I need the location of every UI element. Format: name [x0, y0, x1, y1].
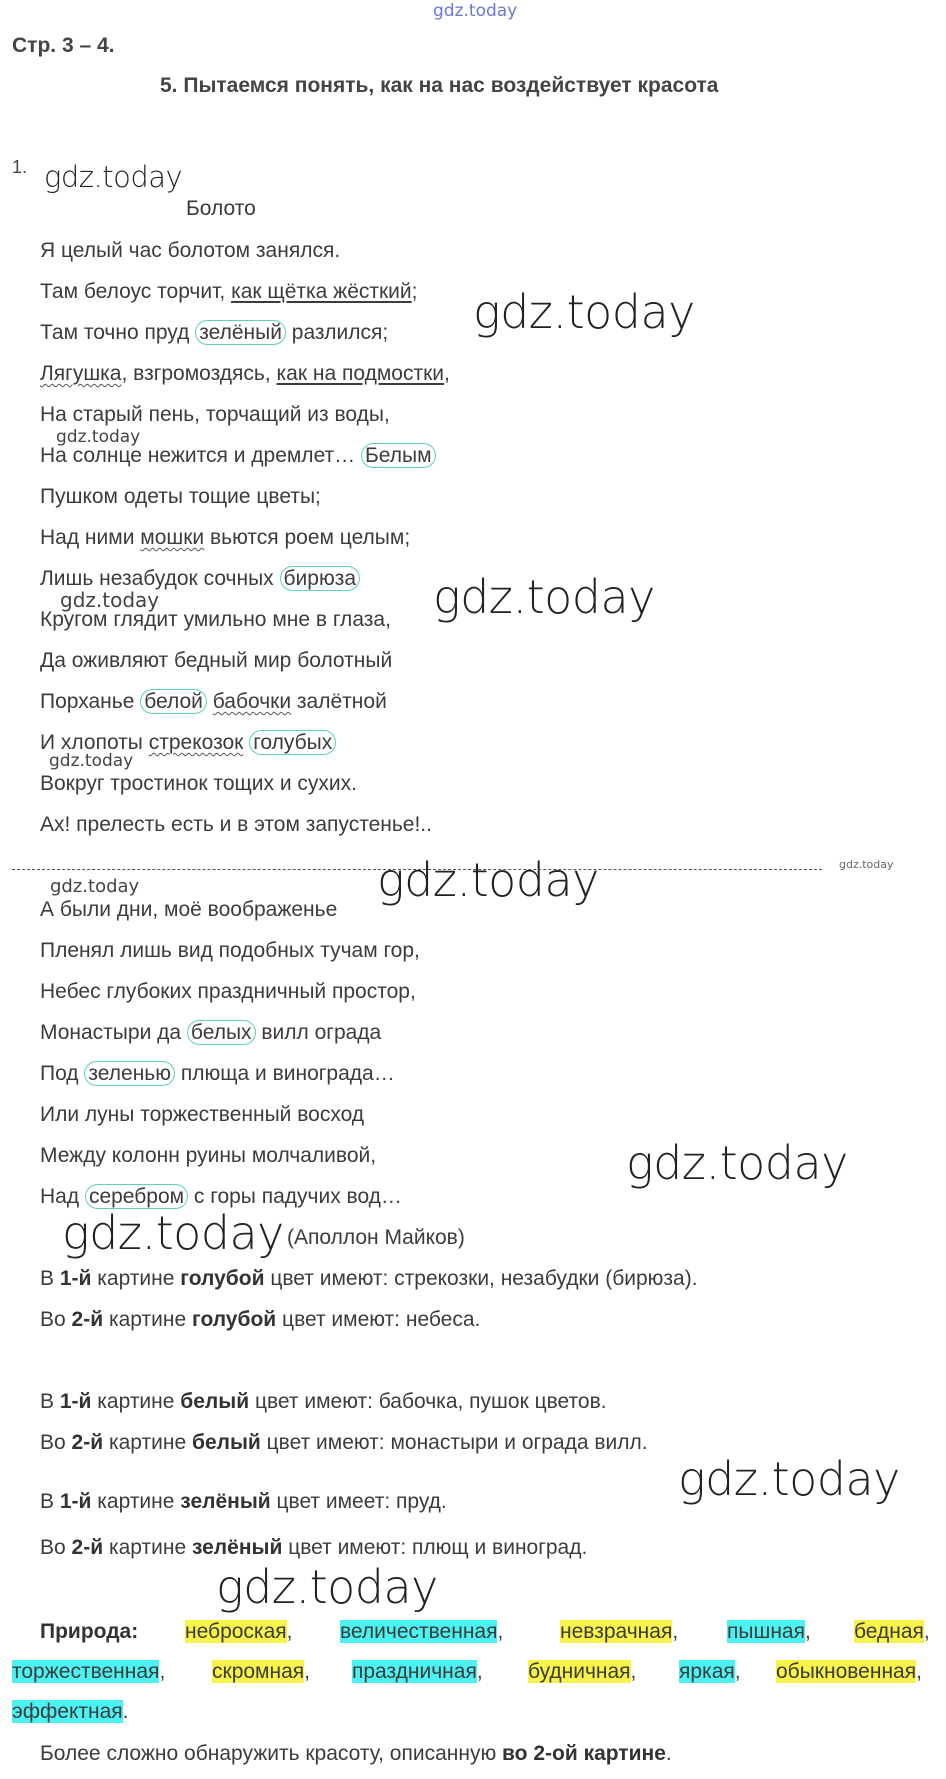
- poem-line: Между колонн руины молчаливой,: [40, 1144, 377, 1167]
- poem-line: Лишь незабудок сочных бирюза: [40, 567, 360, 591]
- watermark-large: gdz.today: [44, 160, 183, 194]
- poem-line: И хлопоты стрекозок голубых: [40, 731, 336, 755]
- summary-line: Во 2-й картине зелёный цвет имеют: плющ и виноград.: [40, 1536, 588, 1559]
- nature-word: обыкновенная,: [776, 1660, 922, 1683]
- summary-line: В 1-й картине белый цвет имеют: бабочка, пушок цветов.: [40, 1390, 607, 1413]
- nature-word: будничная,: [528, 1660, 637, 1683]
- watermark-large: gdz.today: [433, 570, 655, 624]
- watermark-small: gdz.today: [839, 858, 894, 871]
- poem-line: Пленял лишь вид подобных тучам гор,: [40, 939, 420, 962]
- poem-line: Ах! прелесть есть и в этом запустенье!..: [40, 813, 432, 836]
- watermark-small: gdz.today: [60, 588, 160, 612]
- summary-line: В 1-й картине голубой цвет имеют: стрекозки, незабудки (бирюза).: [40, 1267, 698, 1290]
- summary-line: Во 2-й картине голубой цвет имеют: небеса.: [40, 1308, 481, 1331]
- poem-line: Кругом глядит умильно мне в глаза,: [40, 608, 391, 631]
- nature-word: скромная,: [212, 1660, 310, 1683]
- watermark-large: gdz.today: [626, 1136, 848, 1190]
- page-number: Стр. 3 – 4.: [12, 34, 115, 57]
- watermark-large: gdz.today: [62, 1206, 284, 1260]
- nature-word: неброская,: [185, 1620, 293, 1643]
- poem-line: Я целый час болотом занялся.: [40, 239, 341, 262]
- nature-word: торжественная,: [12, 1660, 166, 1683]
- nature-label: Природа:: [40, 1620, 139, 1643]
- poem-line: Монастыри да белых вилл ограда: [40, 1021, 382, 1044]
- summary-line: В 1-й картине зелёный цвет имеет: пруд.: [40, 1490, 447, 1513]
- poem-line: На солнце нежится и дремлет… Белым: [40, 444, 436, 468]
- watermark-small: gdz.today: [49, 751, 134, 771]
- nature-word: яркая,: [679, 1660, 741, 1683]
- poem-line: На старый пень, торчащий из воды,: [40, 403, 390, 426]
- poem-author: (Аполлон Майков): [287, 1226, 465, 1249]
- nature-word: бедная,: [854, 1620, 930, 1643]
- poem-line: Там точно пруд зелёный разлился;: [40, 321, 389, 344]
- poem-line: Или луны торжественный восход: [40, 1103, 365, 1126]
- watermark-small: gdz.today: [50, 876, 140, 897]
- poem-line: Над серебром с горы падучих вод…: [40, 1185, 402, 1208]
- nature-word: праздничная,: [352, 1660, 483, 1683]
- watermark-top: gdz.today: [433, 1, 518, 21]
- poem-line: Лягушка, взгромоздясь, как на подмостки,: [40, 362, 450, 385]
- poem-line: Пушком одеты тощие цветы;: [40, 485, 321, 508]
- watermark-large: gdz.today: [678, 1452, 900, 1506]
- poem-line: Да оживляют бедный мир болотный: [40, 649, 393, 672]
- poem-line: А были дни, моё воображенье: [40, 898, 338, 921]
- nature-word: величественная,: [340, 1620, 504, 1643]
- nature-word: пышная,: [727, 1620, 811, 1643]
- poem-line: Над ними мошки вьются роем целым;: [40, 526, 411, 549]
- poem-line: Там белоус торчит, как щётка жёсткий;: [40, 280, 418, 303]
- nature-word: невзрачная,: [560, 1620, 679, 1643]
- watermark-large: gdz.today: [473, 285, 695, 339]
- poem-line: Под зеленью плюща и винограда…: [40, 1062, 395, 1085]
- watermark-large: gdz.today: [377, 853, 599, 907]
- watermark-small: gdz.today: [56, 427, 141, 447]
- nature-word: эффектная.: [12, 1700, 129, 1723]
- poem-line: Порханье белой бабочки залётной: [40, 690, 387, 713]
- divider: [12, 869, 822, 870]
- poem-title: Болото: [186, 197, 256, 220]
- conclusion: Более сложно обнаружить красоту, описанную во 2-ой картине.: [40, 1742, 672, 1765]
- summary-line: Во 2-й картине белый цвет имеют: монастыри и ограда вилл.: [40, 1431, 648, 1454]
- poem-line: Вокруг тростинок тощих и сухих.: [40, 772, 357, 795]
- poem-line: Небес глубоких праздничный простор,: [40, 980, 416, 1003]
- watermark-large: gdz.today: [216, 1560, 438, 1614]
- section-title: 5. Пытаемся понять, как на нас воздействует красота: [160, 74, 719, 97]
- task-number: 1.: [12, 157, 28, 177]
